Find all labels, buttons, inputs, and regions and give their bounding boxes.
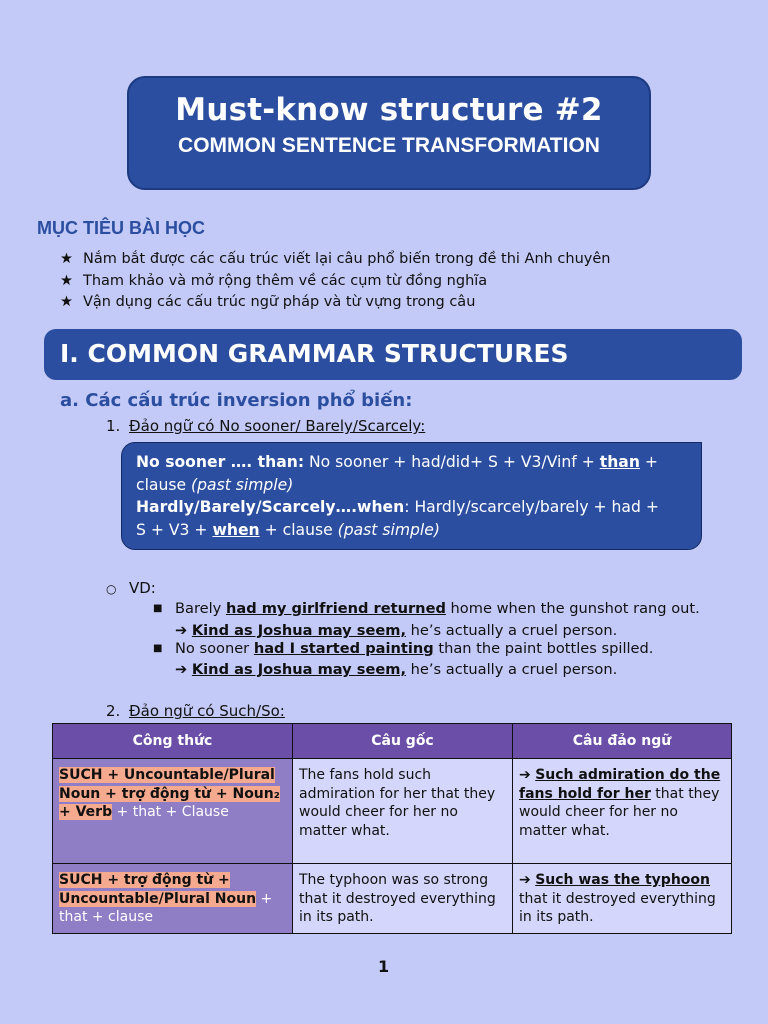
arrow-icon: ➔ bbox=[175, 622, 192, 639]
arrow-icon: ➔ bbox=[175, 661, 192, 678]
example-sentence: ■ No sooner had I started painting than the paint bottles spilled. bbox=[153, 640, 654, 657]
original-cell: The fans hold such admiration for her that they would cheer for her no matter what. bbox=[293, 759, 513, 864]
table-header-row bbox=[53, 724, 732, 759]
item-number: 1. bbox=[106, 417, 121, 435]
goals-list bbox=[60, 251, 610, 316]
formula-box bbox=[121, 442, 702, 550]
example-sentence: ■ Barely had my girlfriend returned home when the gunshot rang out. bbox=[153, 600, 700, 617]
list-item: ★ Tham khảo và mở rộng thêm về các cụm từ đồng nghĩa bbox=[60, 272, 488, 289]
square-bullet-icon: ■ bbox=[153, 603, 163, 614]
column-header: Câu đảo ngữ bbox=[513, 724, 732, 759]
formula-line: S + V3 + when + clause (past simple) bbox=[136, 520, 440, 539]
formula-line: No sooner …. than: No sooner + had/did+ S + V3/Vinf + than + bbox=[136, 453, 658, 471]
formula-cell: SUCH + Uncountable/Plural Noun + trợ động từ + Noun₂ + Verb + that + Clause bbox=[53, 759, 293, 864]
original-cell: The typhoon was so strong that it destroyed everything in its path. bbox=[293, 864, 513, 934]
item-label: Đảo ngữ có No sooner/ Barely/Scarcely: bbox=[129, 417, 426, 435]
inversion-table bbox=[52, 723, 732, 934]
star-icon: ★ bbox=[60, 272, 73, 289]
item-label: Đảo ngữ có Such/So: bbox=[129, 702, 285, 720]
star-icon: ★ bbox=[60, 251, 73, 267]
formula-line: clause (past simple) bbox=[136, 475, 294, 494]
page-subtitle: COMMON SENTENCE TRANSFORMATION bbox=[178, 134, 600, 157]
item-number: 2. bbox=[106, 702, 121, 720]
section-banner bbox=[44, 329, 742, 380]
example-answer: ➔ Kind as Joshua may seem, he’s actually a cruel person. bbox=[175, 622, 618, 639]
title-banner bbox=[127, 76, 651, 190]
page-title: Must-know structure #2 bbox=[175, 92, 603, 128]
section-title: I. COMMON GRAMMAR STRUCTURES bbox=[60, 339, 569, 368]
inversion-cell: ➔ Such admiration do the fans hold for her that they would cheer for her no matter what. bbox=[513, 759, 732, 864]
circle-bullet-icon: ○ bbox=[106, 582, 117, 596]
formula-line: Hardly/Barely/Scarcely….when: Hardly/scarcely/barely + had + bbox=[136, 498, 659, 516]
column-header: Câu gốc bbox=[293, 724, 513, 759]
star-icon: ★ bbox=[60, 294, 73, 310]
numbered-item-2 bbox=[106, 702, 285, 720]
column-header: Công thức bbox=[53, 724, 293, 759]
goals-heading: MỤC TIÊU BÀI HỌC bbox=[37, 218, 205, 238]
list-item: ★ Nắm bắt được các cấu trúc viết lại câu phổ biến trong đề thi Anh chuyên bbox=[60, 251, 611, 267]
inversion-cell: ➔ Such was the typhoon that it destroyed everything in its path. bbox=[513, 864, 732, 934]
square-bullet-icon: ■ bbox=[153, 643, 163, 654]
subsection-title: a. Các cấu trúc inversion phổ biến: bbox=[60, 390, 413, 411]
numbered-item-1 bbox=[106, 417, 425, 435]
table-row bbox=[53, 759, 732, 864]
example-answer: ➔ Kind as Joshua may seem, he’s actually a cruel person. bbox=[175, 661, 618, 678]
table-row bbox=[53, 864, 732, 934]
list-item: ★ Vận dụng các cấu trúc ngữ pháp và từ vựng trong câu bbox=[60, 294, 476, 310]
example-label: ○ VD: bbox=[106, 579, 156, 597]
formula-cell: SUCH + trợ động từ + Uncountable/Plural Noun + that + clause bbox=[53, 864, 293, 934]
page-number: 1 bbox=[378, 957, 390, 976]
